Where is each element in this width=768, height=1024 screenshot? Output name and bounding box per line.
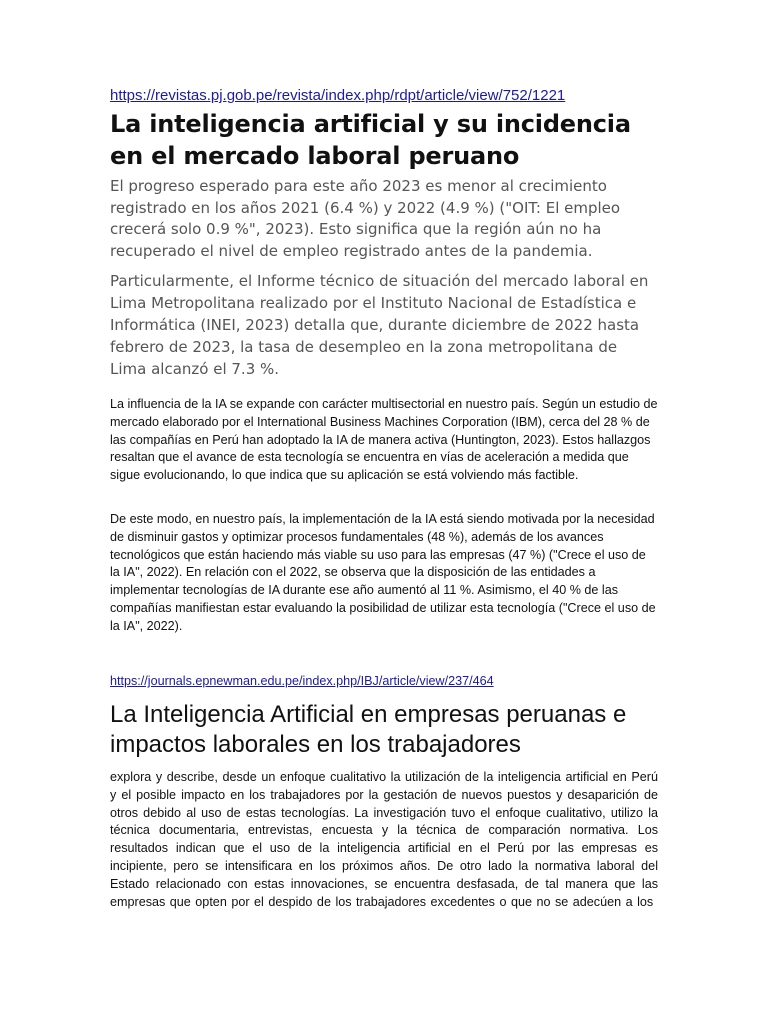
article1-title: La inteligencia artificial y su incidencia en el mercado laboral peruano	[110, 110, 631, 170]
article2-title: La Inteligencia Artificial en empresas peruanas e impactos laborales en los trabajadores	[110, 701, 627, 758]
article1-url-link[interactable]: https://revistas.pj.gob.pe/revista/index.php/rdpt/article/view/752/1221	[110, 87, 566, 104]
article1-source	[110, 86, 658, 106]
article1-paragraph-2: Particularmente, el Informe técnico de situación del mercado laboral en Lima Metropolitana realizado por el Instituto Nacional de Estadística e Informática (INEI, 2023) detalla que, durante diciembre de 2022 hasta febrero de 2023, la tasa de desempleo en la zona metropolitana de Lima alcanzó el 7.3 %.	[110, 272, 649, 378]
article1-paragraph-1: El progreso esperado para este año 2023 es menor al crecimiento registrado en los años 2021 (6.4 %) y 2022 (4.9 %) ("OIT: El empleo crecerá solo 0.9 %", 2023). Esto significa que la región aún no ha recuperado el nivel de empleo registrado antes de la pandemia.	[110, 177, 621, 260]
article1-paragraph-4: De este modo, en nuestro país, la implementación de la IA está siendo motivada por la necesidad de disminuir gastos y optimizar procesos fundamentales (48 %), además de los avances tecnológicos que están haciendo más viable su uso para las empresas (47 %) ("Crece el uso de la IA", 2022). En relación con el 2022, se observa que la disposición de las entidades a implementar tecnologías de IA durante ese año aumentó al 11 %. Asimismo, el 40 % de las compañías manifiestan estar evaluando la posibilidad de utilizar esta tecnología ("Crece el uso de la IA", 2022).	[110, 512, 656, 633]
article2-paragraph-1: explora y describe, desde un enfoque cualitativo la utilización de la inteligencia artificial en Perú y el posible impacto en los trabajadores por la gestación de nuevos puestos y desaparición de otros debido al uso de estas tecnologías. La investigación tuvo el enfoque cualitativo, utilizo la técnica documentaria, entrevistas, encuesta y la técnica de comparación normativa. Los resultados indican que el uso de la inteligencia artificial en el Perú por las empresas es incipiente, pero se intensificara en los próximos años. De otro lado la normativa laboral del Estado relacionado con estas innovaciones, se encuentra desfasada, de tal manera que las empresas que opten por el despido de los trabajadores excedentes o que no se adecúen a los	[110, 770, 658, 909]
article2-source	[110, 672, 658, 690]
article2-url-link[interactable]: https://journals.epnewman.edu.pe/index.php/IBJ/article/view/237/464	[110, 674, 494, 688]
article1-paragraph-3: La influencia de la IA se expande con carácter multisectorial en nuestro país. Según un estudio de mercado elaborado por el International Business Machines Corporation (IBM), cerca del 28 % de las compañías en Perú han adoptado la IA de manera activa (Huntington, 2023). Estos hallazgos resaltan que el avance de esta tecnología se encuentra en vías de aceleración a medida que sigue evolucionando, lo que indica que su aplicación se está volviendo más factible.	[110, 397, 658, 483]
